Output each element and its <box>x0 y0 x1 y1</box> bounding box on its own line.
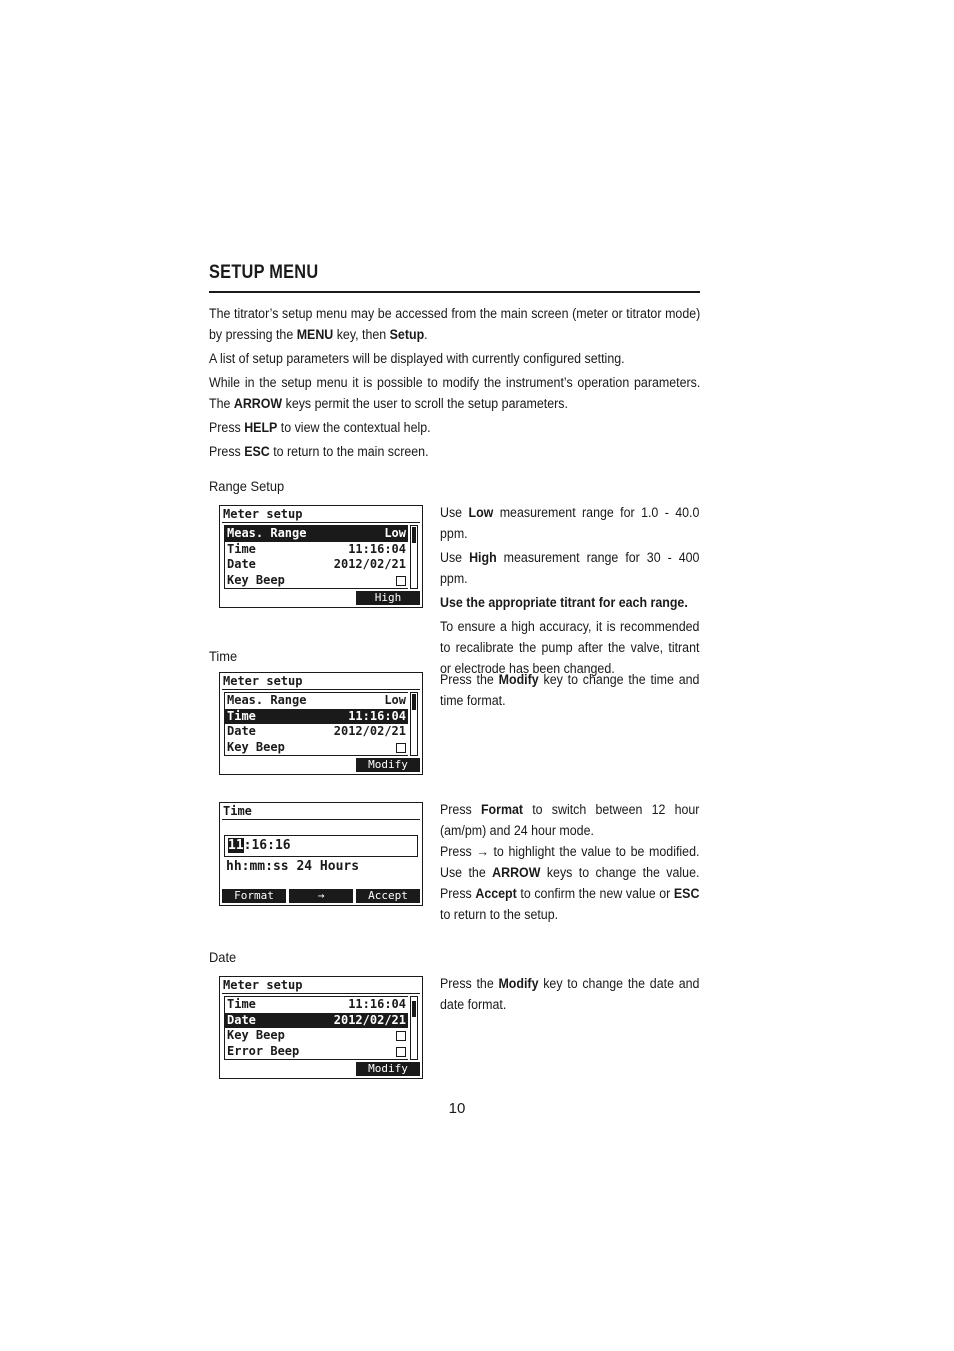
range-line-3 <box>440 592 699 613</box>
text: Press the <box>440 672 499 687</box>
setup-row-error-beep[interactable] <box>225 1044 408 1060</box>
intro-paragraph-3 <box>209 372 700 414</box>
high-softkey[interactable]: High <box>356 591 420 605</box>
scrollbar[interactable] <box>410 996 418 1060</box>
softkey-bar <box>222 1062 420 1076</box>
title-rule <box>209 291 700 293</box>
row-label: Key Beep <box>227 1028 285 1042</box>
text: measurement range for 30 - 400 ppm. <box>440 550 700 586</box>
row-value: 2012/02/21 <box>333 557 406 571</box>
setup-row-key-beep[interactable] <box>225 573 408 589</box>
time-input[interactable] <box>224 835 418 857</box>
setup-list <box>224 996 408 1060</box>
range-line-4: To ensure a high accuracy, it is recommended to recalibrate the pump after the valve, titrant or electrode has been changed. <box>440 619 700 676</box>
intro-paragraph-1 <box>209 303 700 345</box>
lcd-title-rule <box>222 689 420 690</box>
row-value: 11:16:04 <box>348 708 406 723</box>
setup-row-key-beep[interactable] <box>225 740 408 756</box>
row-value: Low <box>384 693 406 707</box>
checkbox-icon[interactable] <box>396 1047 406 1057</box>
softkey-1 <box>222 758 286 772</box>
intro-paragraph-2: A list of setup parameters will be displayed with currently configured setting. <box>209 351 625 366</box>
setup-row-date[interactable] <box>225 724 408 740</box>
section-label-range: Range Setup <box>209 478 285 494</box>
softkey-2 <box>289 1062 353 1076</box>
softkey-2 <box>289 591 353 605</box>
text: to return to the setup. <box>440 907 559 922</box>
setup-list <box>224 692 408 756</box>
row-label: Error Beep <box>227 1043 300 1058</box>
setup-row-meas-range[interactable] <box>225 693 408 709</box>
menu-key-text: MENU <box>296 327 334 342</box>
text: measurement range for 1.0 - 40.0 ppm. <box>440 505 700 541</box>
modify-text: Modify <box>498 672 539 687</box>
text: Press <box>440 844 477 859</box>
lcd-title-rule <box>222 819 420 820</box>
text: Use <box>440 505 469 520</box>
section-label-time: Time <box>209 648 238 664</box>
text: keys to change the value. Press <box>440 865 700 901</box>
row-label: Meas. Range <box>227 526 307 540</box>
text: to confirm the new value or <box>516 886 674 901</box>
text: keys permit the user to scroll the setup parameters. <box>282 396 568 411</box>
row-label: Date <box>227 724 256 738</box>
section-label-date: Date <box>209 949 237 965</box>
intro-paragraph-5 <box>209 441 700 462</box>
text: Press <box>209 444 245 459</box>
time-rest: :16:16 <box>243 838 291 853</box>
row-label: Time <box>227 708 256 723</box>
format-softkey[interactable]: Format <box>222 889 286 903</box>
right-arrow-icon: → <box>476 844 489 859</box>
row-value: 11:16:04 <box>348 997 406 1011</box>
setup-text: Setup <box>389 327 425 342</box>
row-value: Low <box>384 526 406 540</box>
setup-row-key-beep[interactable] <box>225 1028 408 1044</box>
time-edit-line-1 <box>440 799 699 841</box>
lcd-title-rule <box>222 522 420 523</box>
date-line-1 <box>440 973 699 1015</box>
setup-row-time[interactable] <box>225 542 408 558</box>
help-key-text: HELP <box>244 420 278 435</box>
time-description <box>440 669 699 714</box>
softkey-2 <box>289 758 353 772</box>
softkey-bar <box>222 591 420 605</box>
lcd-title: Meter setup <box>223 507 303 521</box>
page-title: SETUP MENU <box>209 262 319 283</box>
text: to highlight the value to be modified. Use the <box>440 844 700 880</box>
lcd-time-edit <box>219 802 423 906</box>
arrow-key-text: ARROW <box>233 396 283 411</box>
text: key, then <box>333 327 390 342</box>
esc-text: ESC <box>673 886 700 901</box>
text: key to change the date and date format. <box>440 976 700 1012</box>
range-line-1 <box>440 502 699 544</box>
time-line-1 <box>440 669 699 711</box>
esc-key-text: ESC <box>244 444 270 459</box>
range-line-2 <box>440 547 699 589</box>
text: to return to the main screen. <box>269 444 429 459</box>
row-label: Date <box>227 557 256 571</box>
text: Use <box>440 550 470 565</box>
page-number: 10 <box>448 1100 466 1117</box>
row-value: 2012/02/21 <box>333 1012 406 1027</box>
arrow-text: ARROW <box>492 865 541 880</box>
time-edit-description <box>440 799 699 928</box>
text: key to change the time and time format. <box>440 672 700 708</box>
checkbox-icon[interactable] <box>396 743 406 753</box>
lcd-title: Meter setup <box>223 978 303 992</box>
scrollbar-thumb[interactable] <box>412 1001 416 1017</box>
modify-softkey[interactable]: Modify <box>356 758 420 772</box>
text: The titrator’s setup menu may be accessed from the main screen (meter or titrator mode) by pressing the <box>209 306 701 342</box>
checkbox-icon[interactable] <box>396 576 406 586</box>
time-edit-line-2 <box>440 841 699 925</box>
softkey-bar <box>222 889 420 903</box>
row-label: Time <box>227 541 256 556</box>
modify-softkey[interactable]: Modify <box>356 1062 420 1076</box>
text: While in the setup menu it is possible to modify the instrument’s operation parameters. The <box>209 375 701 411</box>
row-label: Key Beep <box>227 739 285 754</box>
setup-row-date[interactable] <box>225 557 408 573</box>
format-text: Format <box>480 802 524 817</box>
setup-row-time[interactable] <box>225 997 408 1013</box>
low-text: Low <box>468 505 494 520</box>
text: Press <box>209 420 245 435</box>
text: Press <box>440 802 481 817</box>
text: Press the <box>440 976 499 991</box>
lcd-date-setup <box>219 976 423 1079</box>
text: to switch between 12 hour (am/pm) and 24 hour mode. <box>440 802 700 838</box>
setup-row-meas-range[interactable] <box>225 526 408 542</box>
right-arrow-softkey[interactable]: → <box>289 889 353 903</box>
text: to view the contextual help. <box>277 420 431 435</box>
titrant-note: Use the appropriate titrant for each range. <box>440 595 688 610</box>
hour-highlight[interactable]: 11 <box>228 838 244 853</box>
text: . <box>424 327 428 342</box>
lcd-title-rule <box>222 993 420 994</box>
accept-text: Accept <box>475 886 517 901</box>
setup-list <box>224 525 408 589</box>
lcd-time-setup <box>219 672 423 775</box>
checkbox-icon[interactable] <box>396 1031 406 1041</box>
intro-paragraph-4 <box>209 417 700 438</box>
scrollbar-thumb[interactable] <box>412 527 416 543</box>
modify-text: Modify <box>498 976 539 991</box>
time-format-label: hh:mm:ss 24 Hours <box>226 859 360 874</box>
date-description <box>440 973 699 1018</box>
lcd-range-setup <box>219 505 423 608</box>
high-text: High <box>469 550 497 565</box>
row-value: 2012/02/21 <box>333 724 406 738</box>
accept-softkey[interactable]: Accept <box>356 889 420 903</box>
setup-row-date[interactable] <box>225 1013 408 1029</box>
row-label: Time <box>227 997 256 1011</box>
softkey-1 <box>222 591 286 605</box>
row-label: Meas. Range <box>227 693 307 707</box>
row-label: Key Beep <box>227 572 285 587</box>
softkey-1 <box>222 1062 286 1076</box>
scrollbar[interactable] <box>410 525 418 589</box>
lcd-title: Time <box>223 804 252 818</box>
scrollbar-thumb[interactable] <box>412 694 416 710</box>
range-description <box>440 502 699 682</box>
row-label: Date <box>227 1012 256 1027</box>
setup-row-time[interactable] <box>225 709 408 725</box>
scrollbar[interactable] <box>410 692 418 756</box>
lcd-title: Meter setup <box>223 674 303 688</box>
row-value: 11:16:04 <box>348 541 406 556</box>
softkey-bar <box>222 758 420 772</box>
